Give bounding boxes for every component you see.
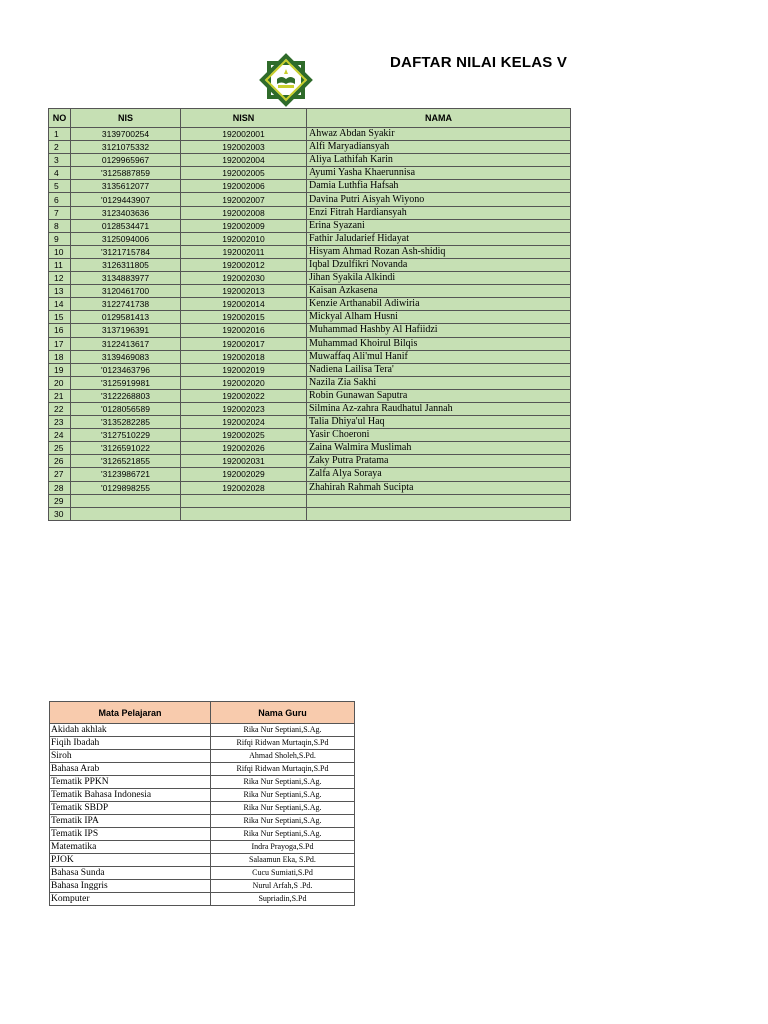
table-row [49, 298, 571, 311]
cell-nama: Hisyam Ahmad Rozan Ash-shidiq [307, 245, 571, 258]
cell-nisn: 192002006 [181, 180, 307, 193]
table-row [49, 376, 571, 389]
cell-no: 15 [49, 311, 71, 324]
cell-nama: Zhahirah Rahmah Sucipta [307, 481, 571, 494]
student-table-header [49, 109, 571, 128]
cell-teacher: Salaamun Eka, S.Pd. [211, 854, 355, 867]
cell-nisn: 192002010 [181, 232, 307, 245]
cell-nama: Nazila Zia Sakhi [307, 376, 571, 389]
cell-nis: '3123986721 [71, 468, 181, 481]
cell-no: 29 [49, 494, 71, 507]
cell-subject: Tematik IPS [50, 828, 211, 841]
cell-nama: Jihan Syakila Alkindi [307, 272, 571, 285]
cell-nis: 3139469083 [71, 350, 181, 363]
cell-nis [71, 494, 181, 507]
cell-nisn: 192002018 [181, 350, 307, 363]
cell-nis: '0129443907 [71, 193, 181, 206]
cell-nisn: 192002020 [181, 376, 307, 389]
cell-teacher: Rika Nur Septiani,S.Ag. [211, 802, 355, 815]
table-row [50, 737, 355, 750]
table-row [50, 815, 355, 828]
table-row [49, 128, 571, 141]
cell-no: 22 [49, 402, 71, 415]
cell-nisn: 192002005 [181, 167, 307, 180]
cell-nis: 3125094006 [71, 232, 181, 245]
table-row [49, 193, 571, 206]
column-header-subject: Mata Pelajaran [50, 702, 211, 724]
cell-nama: Alfi Maryadiansyah [307, 141, 571, 154]
cell-nis: 0129965967 [71, 154, 181, 167]
cell-no: 28 [49, 481, 71, 494]
cell-no: 5 [49, 180, 71, 193]
table-row [49, 245, 571, 258]
cell-no: 20 [49, 376, 71, 389]
cell-no: 8 [49, 219, 71, 232]
table-row [50, 724, 355, 737]
cell-nisn: 192002024 [181, 416, 307, 429]
cell-nisn: 192002016 [181, 324, 307, 337]
cell-nis: 3126311805 [71, 258, 181, 271]
cell-nama: Muhammad Khoirul Bilqis [307, 337, 571, 350]
cell-subject: PJOK [50, 854, 211, 867]
cell-nis: 3135612077 [71, 180, 181, 193]
cell-nisn: 192002031 [181, 455, 307, 468]
cell-subject: Siroh [50, 750, 211, 763]
cell-nisn: 192002023 [181, 402, 307, 415]
cell-nama: Talia Dhiya'ul Haq [307, 416, 571, 429]
page-title: DAFTAR NILAI KELAS V [390, 54, 568, 71]
cell-subject: Bahasa Sunda [50, 867, 211, 880]
table-row [50, 828, 355, 841]
cell-nisn: 192002028 [181, 481, 307, 494]
cell-no: 1 [49, 128, 71, 141]
cell-nama: Zaina Walmira Muslimah [307, 442, 571, 455]
cell-no: 16 [49, 324, 71, 337]
cell-nisn: 192002004 [181, 154, 307, 167]
cell-teacher: Rika Nur Septiani,S.Ag. [211, 789, 355, 802]
cell-no: 7 [49, 206, 71, 219]
cell-no: 19 [49, 363, 71, 376]
table-row [50, 776, 355, 789]
table-row [49, 416, 571, 429]
cell-no: 23 [49, 416, 71, 429]
cell-no: 11 [49, 258, 71, 271]
cell-no: 2 [49, 141, 71, 154]
cell-no: 14 [49, 298, 71, 311]
cell-teacher: Rika Nur Septiani,S.Ag. [211, 828, 355, 841]
table-row [50, 893, 355, 906]
cell-nis: '3122268803 [71, 389, 181, 402]
table-row [49, 363, 571, 376]
cell-nama: Davina Putri Aisyah Wiyono [307, 193, 571, 206]
cell-nama: Erina Syazani [307, 219, 571, 232]
cell-no: 25 [49, 442, 71, 455]
cell-nis: 0129581413 [71, 311, 181, 324]
table-row [49, 337, 571, 350]
column-header-nis: NIS [71, 109, 181, 128]
table-row [50, 789, 355, 802]
cell-subject: Bahasa Inggris [50, 880, 211, 893]
cell-nisn: 192002029 [181, 468, 307, 481]
table-row [49, 141, 571, 154]
cell-no: 27 [49, 468, 71, 481]
cell-nis: '3127510229 [71, 429, 181, 442]
cell-teacher: Rika Nur Septiani,S.Ag. [211, 776, 355, 789]
cell-subject: Matematika [50, 841, 211, 854]
cell-nisn: 192002011 [181, 245, 307, 258]
cell-nisn: 192002014 [181, 298, 307, 311]
table-row [49, 167, 571, 180]
cell-subject: Bahasa Arab [50, 763, 211, 776]
cell-no: 26 [49, 455, 71, 468]
cell-no: 3 [49, 154, 71, 167]
cell-nis: '3135282285 [71, 416, 181, 429]
cell-nisn [181, 494, 307, 507]
cell-subject: Komputer [50, 893, 211, 906]
cell-no: 9 [49, 232, 71, 245]
table-row [50, 763, 355, 776]
table-row [49, 219, 571, 232]
table-row [49, 232, 571, 245]
cell-nisn: 192002013 [181, 285, 307, 298]
cell-nisn: 192002003 [181, 141, 307, 154]
cell-no: 13 [49, 285, 71, 298]
cell-nama: Zaky Putra Pratama [307, 455, 571, 468]
cell-teacher: Rifqi Ridwan Murtaqin,S.Pd [211, 737, 355, 750]
table-row [50, 750, 355, 763]
cell-nama: Ahwaz Abdan Syakir [307, 128, 571, 141]
cell-nis: '3126521855 [71, 455, 181, 468]
cell-nisn: 192002015 [181, 311, 307, 324]
school-logo-icon [258, 52, 314, 108]
column-header-nisn: NISN [181, 109, 307, 128]
cell-nama [307, 507, 571, 520]
cell-nis: 3134883977 [71, 272, 181, 285]
cell-no: 24 [49, 429, 71, 442]
table-row [49, 389, 571, 402]
table-row [49, 285, 571, 298]
table-row [49, 180, 571, 193]
cell-nama: Kaisan Azkasena [307, 285, 571, 298]
cell-nis: 3121075332 [71, 141, 181, 154]
column-header-teacher: Nama Guru [211, 702, 355, 724]
table-row [50, 854, 355, 867]
cell-nama: Damia Luthfia Hafsah [307, 180, 571, 193]
cell-nis: 3120461700 [71, 285, 181, 298]
table-row [49, 455, 571, 468]
cell-teacher: Indra Prayoga,S.Pd [211, 841, 355, 854]
cell-nis: '3121715784 [71, 245, 181, 258]
table-row [49, 272, 571, 285]
cell-nisn: 192002030 [181, 272, 307, 285]
cell-nama: Yasir Choeroni [307, 429, 571, 442]
cell-no: 17 [49, 337, 71, 350]
cell-nama: Nadiena Lailisa Tera' [307, 363, 571, 376]
table-row [49, 402, 571, 415]
cell-teacher: Cucu Sumiati,S.Pd [211, 867, 355, 880]
cell-nis: 0128534471 [71, 219, 181, 232]
cell-nis: '3126591022 [71, 442, 181, 455]
table-row [50, 880, 355, 893]
cell-nama: Enzi Fitrah Hardiansyah [307, 206, 571, 219]
table-row [49, 494, 571, 507]
cell-nis: '3125887859 [71, 167, 181, 180]
cell-nisn: 192002012 [181, 258, 307, 271]
cell-no: 4 [49, 167, 71, 180]
cell-nama: Silmina Az-zahra Raudhatul Jannah [307, 402, 571, 415]
table-row [50, 841, 355, 854]
cell-nama: Muwaffaq Ali'mul Hanif [307, 350, 571, 363]
cell-nis: '0123463796 [71, 363, 181, 376]
cell-nis: 3137196391 [71, 324, 181, 337]
cell-no: 12 [49, 272, 71, 285]
cell-subject: Fiqih Ibadah [50, 737, 211, 750]
cell-nama: Ayumi Yasha Khaerunnisa [307, 167, 571, 180]
cell-nisn: 192002022 [181, 389, 307, 402]
cell-nama: Aliya Lathifah Karin [307, 154, 571, 167]
cell-nis: '3125919981 [71, 376, 181, 389]
cell-nis [71, 507, 181, 520]
cell-teacher: Rifqi Ridwan Murtaqin,S.Pd [211, 763, 355, 776]
cell-nis: '0129898255 [71, 481, 181, 494]
cell-nisn: 192002017 [181, 337, 307, 350]
column-header-nama: NAMA [307, 109, 571, 128]
cell-nis: 3122413617 [71, 337, 181, 350]
table-row [49, 468, 571, 481]
table-row [49, 258, 571, 271]
cell-no: 21 [49, 389, 71, 402]
cell-no: 18 [49, 350, 71, 363]
cell-teacher: Ahmad Sholeh,S.Pd. [211, 750, 355, 763]
table-row [50, 802, 355, 815]
table-row [49, 429, 571, 442]
cell-nisn: 192002001 [181, 128, 307, 141]
cell-nama: Mickyal Alham Husni [307, 311, 571, 324]
table-row [49, 350, 571, 363]
cell-nisn: 192002009 [181, 219, 307, 232]
table-row [49, 507, 571, 520]
table-row [49, 324, 571, 337]
cell-subject: Akidah akhlak [50, 724, 211, 737]
cell-nama: Zalfa Alya Soraya [307, 468, 571, 481]
cell-nama: Muhammad Hashby Al Hafiidzi [307, 324, 571, 337]
cell-nama: Iqbal Dzulfikri Novanda [307, 258, 571, 271]
teacher-table [49, 701, 355, 906]
column-header-no: NO [49, 109, 71, 128]
cell-teacher: Nurul Arfah,S .Pd. [211, 880, 355, 893]
cell-nama: Kenzie Arthanabil Adiwiria [307, 298, 571, 311]
cell-nama: Robin Gunawan Saputra [307, 389, 571, 402]
cell-nama: Fathir Jaludarief Hidayat [307, 232, 571, 245]
cell-nisn: 192002019 [181, 363, 307, 376]
cell-nisn: 192002026 [181, 442, 307, 455]
cell-subject: Tematik PPKN [50, 776, 211, 789]
table-row [49, 154, 571, 167]
cell-nis: 3122741738 [71, 298, 181, 311]
table-row [49, 442, 571, 455]
cell-teacher: Rika Nur Septiani,S.Ag. [211, 724, 355, 737]
cell-no: 10 [49, 245, 71, 258]
cell-subject: Tematik SBDP [50, 802, 211, 815]
teacher-table-header [50, 702, 355, 724]
cell-nisn: 192002008 [181, 206, 307, 219]
student-table [48, 108, 571, 521]
cell-teacher: Rika Nur Septiani,S.Ag. [211, 815, 355, 828]
cell-subject: Tematik Bahasa Indonesia [50, 789, 211, 802]
table-row [49, 481, 571, 494]
cell-nisn: 192002007 [181, 193, 307, 206]
table-row [49, 311, 571, 324]
cell-teacher: Supriadin,S.Pd [211, 893, 355, 906]
cell-nisn [181, 507, 307, 520]
cell-no: 30 [49, 507, 71, 520]
cell-subject: Tematik IPA [50, 815, 211, 828]
cell-nama [307, 494, 571, 507]
table-row [49, 206, 571, 219]
table-row [50, 867, 355, 880]
cell-no: 6 [49, 193, 71, 206]
cell-nis: 3123403636 [71, 206, 181, 219]
cell-nis: 3139700254 [71, 128, 181, 141]
cell-nisn: 192002025 [181, 429, 307, 442]
cell-nis: '0128056589 [71, 402, 181, 415]
